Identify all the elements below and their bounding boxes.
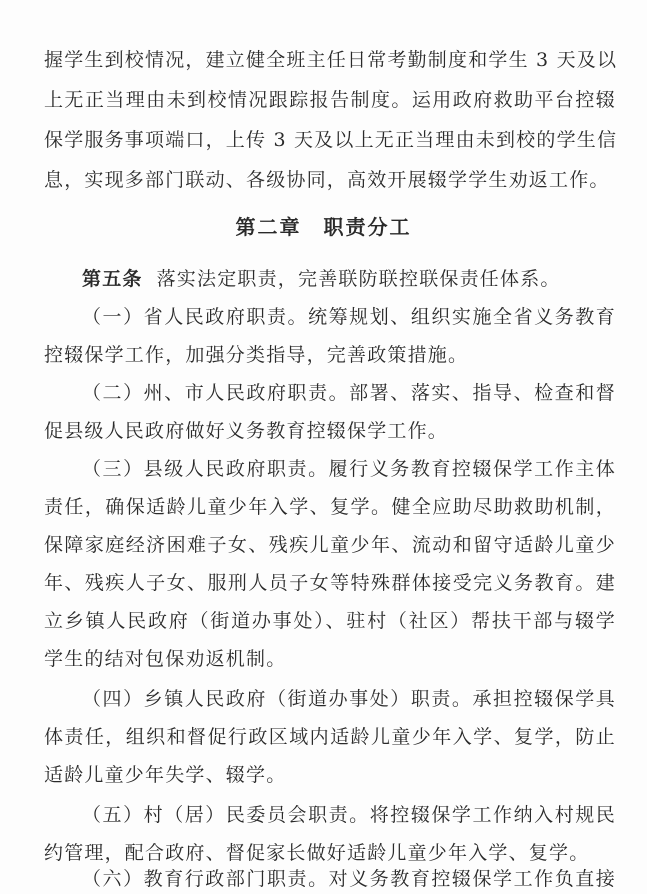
- item-line: 学生的结对包保劝返机制。: [44, 648, 287, 670]
- item-line: （四）乡镇人民政府（街道办事处）职责。承担控辍保学具: [82, 688, 616, 710]
- item-line: 促县级人民政府做好义务教育控辍保学工作。: [44, 420, 449, 442]
- item-line: （三）县级人民政府职责。履行义务教育控辍保学工作主体: [82, 458, 616, 480]
- paragraph-line: 息，实现多部门联动、各级协同，高效开展辍学学生劝返工作。: [44, 169, 610, 191]
- item-line: 约管理，配合政府、督促家长做好适龄儿童少年入学、复学。: [44, 842, 590, 864]
- item-line: 保障家庭经济困难子女、残疾儿童少年、流动和留守适龄儿童少: [44, 534, 616, 556]
- item-line: （五）村（居）民委员会职责。将控辍保学工作纳入村规民: [82, 804, 616, 826]
- item-line: 立乡镇人民政府（街道办事处）、驻村（社区）帮扶干部与辍学: [44, 610, 616, 632]
- item-line: 适龄儿童少年失学、辍学。: [44, 764, 287, 786]
- item-line: 控辍保学工作，加强分类指导，完善政策措施。: [44, 344, 469, 366]
- paragraph-line: 上无正当理由未到校情况跟踪报告制度。运用政府救助平台控辍: [44, 89, 616, 111]
- item-line: （一）省人民政府职责。统筹规划、组织实施全省义务教育: [82, 306, 616, 328]
- chapter-heading: 第二章 职责分工: [235, 215, 412, 239]
- article-heading: [82, 264, 616, 294]
- article-label: 第五条: [82, 268, 143, 290]
- paragraph-line: 握学生到校情况，建立健全班主任日常考勤制度和学生 3 天及以: [44, 49, 618, 71]
- item-line: 年、残疾人子女、服刑人员子女等特殊群体接受完义务教育。建: [44, 572, 616, 594]
- paragraph-line: 保学服务事项端口，上传 3 天及以上无正当理由未到校的学生信: [44, 129, 618, 151]
- article-title: 落实法定职责，完善联防联控联保责任体系。: [156, 268, 561, 290]
- item-line: 体责任，组织和督促行政区域内适龄儿童少年入学、复学，防止: [44, 726, 616, 748]
- item-line: （二）州、市人民政府职责。部署、落实、指导、检查和督: [82, 382, 616, 404]
- item-line: 责任，确保适龄儿童少年入学、复学。健全应助尽助救助机制，: [44, 496, 616, 518]
- item-line: （六）教育行政部门职责。对义务教育控辍保学工作负直接: [82, 868, 616, 890]
